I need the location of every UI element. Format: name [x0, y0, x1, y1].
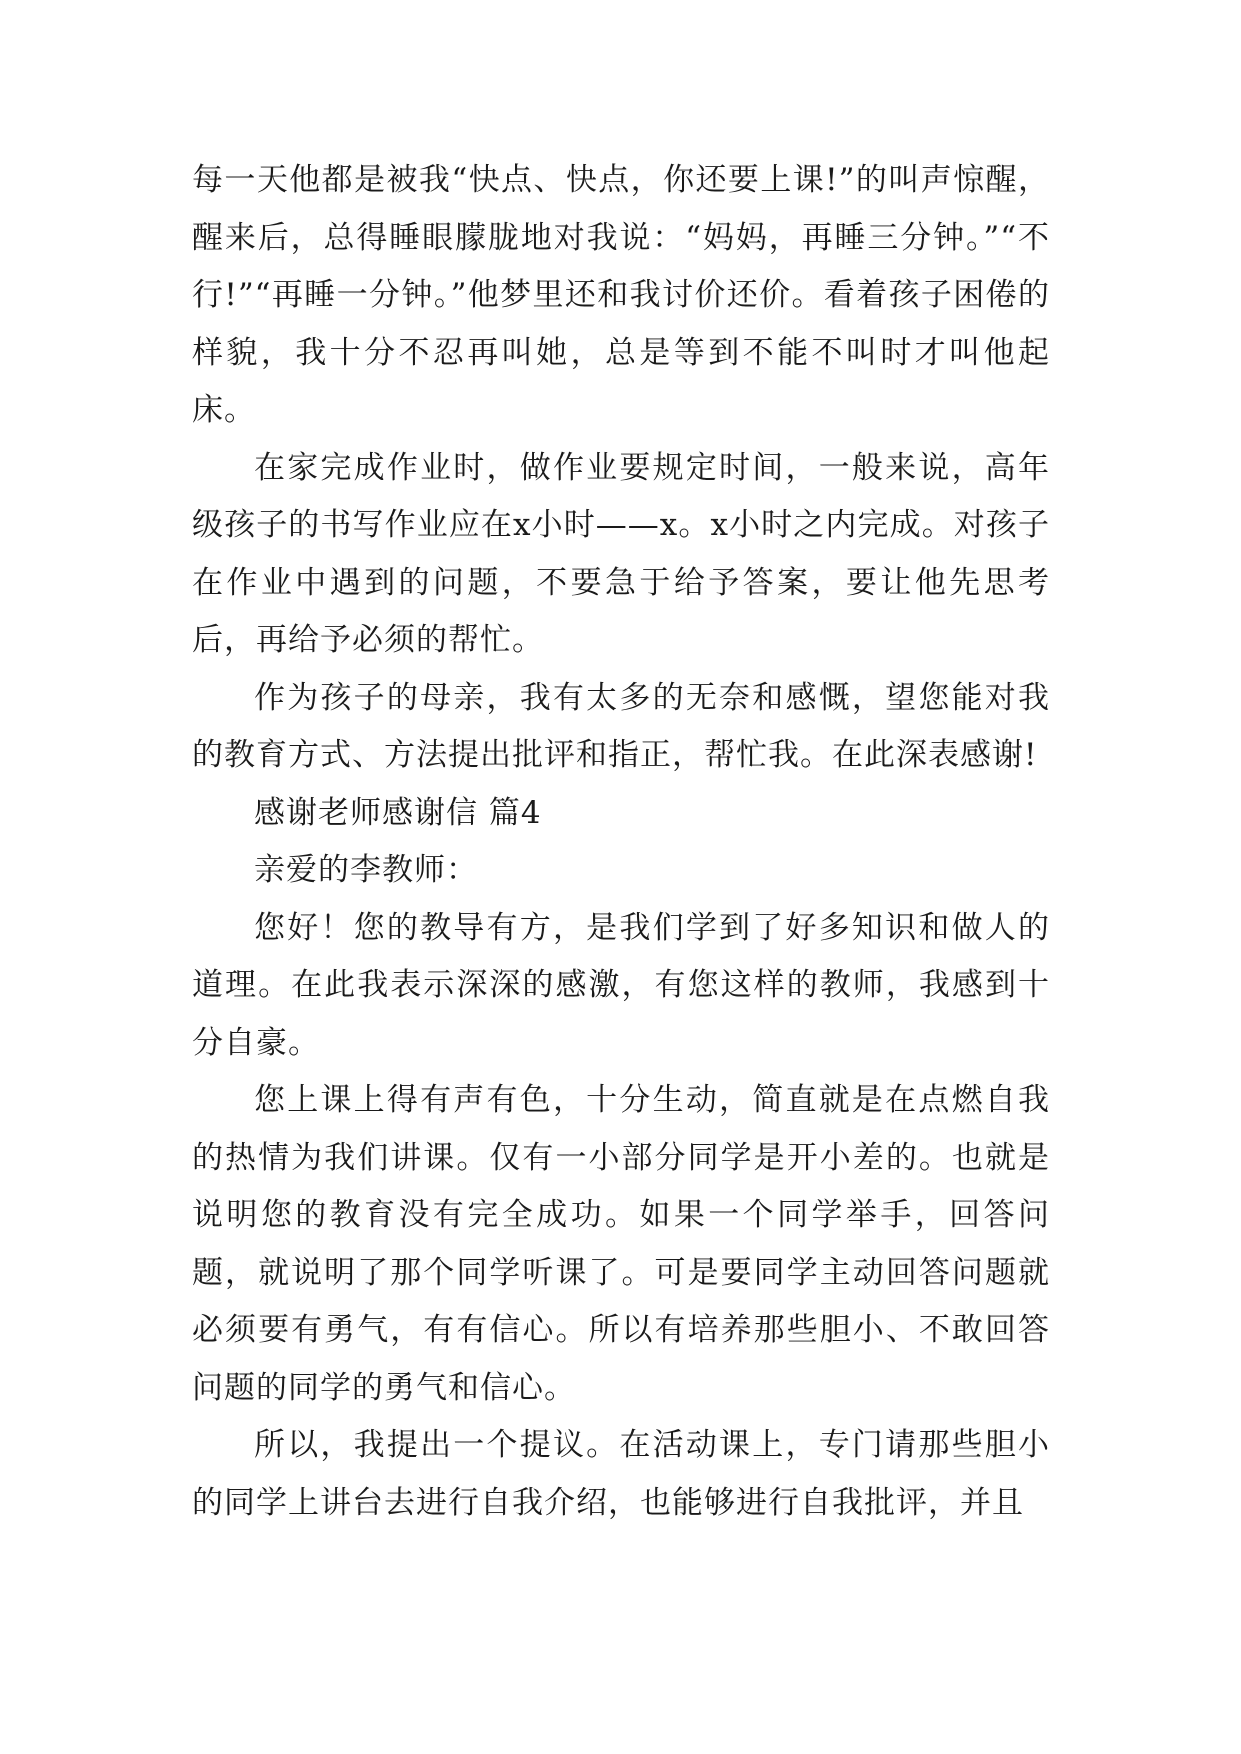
paragraph-2: 在家完成作业时，做作业要规定时间，一般来说，高年级孩子的书写作业应在x小时——x。x小时之内完成。对孩子在作业中遇到的问题，不要急于给予答案，要让他先思考后，再给予必须的帮忙。: [192, 449, 1050, 658]
paragraph-1: 每一天他都是被我“快点、快点，你还要上课!”的叫声惊醒，醒来后，总得睡眼朦胧地对我说：“妈妈，再睡三分钟。”“不行!”“再睡一分钟。”他梦里还和我讨价还价。看着孩子困倦的样貌，我十分不忍再叫她，总是等到不能不叫时才叫他起床。: [192, 162, 1050, 428]
paragraph-3: 作为孩子的母亲，我有太多的无奈和感慨，望您能对我的教育方式、方法提出批评和指正，帮忙我。在此深表感谢!: [192, 679, 1050, 773]
document-body: [192, 152, 1050, 1532]
paragraph-7: 您上课上得有声有色，十分生动，简直就是在点燃自我的热情为我们讲课。仅有一小部分同学是开小差的。也就是说明您的教育没有完全成功。如果一个同学举手，回答问题，就说明了那个同学听课了。可是要同学主动回答问题就必须要有勇气，有有信心。所以有培养那些胆小、不敢回答问题的同学的勇气和信心。: [192, 1082, 1050, 1406]
salutation: 亲爱的李教师：: [254, 852, 478, 888]
paragraph-6: 您好！您的教导有方，是我们学到了好多知识和做人的道理。在此我表示深深的感激，有您这样的教师，我感到十分自豪。: [192, 909, 1050, 1061]
section-heading: 感谢老师感谢信 篇4: [254, 794, 542, 831]
paragraph-8: 所以，我提出一个提议。在活动课上，专门请那些胆小的同学上讲台去进行自我介绍，也能够进行自我批评，并且: [192, 1427, 1050, 1521]
